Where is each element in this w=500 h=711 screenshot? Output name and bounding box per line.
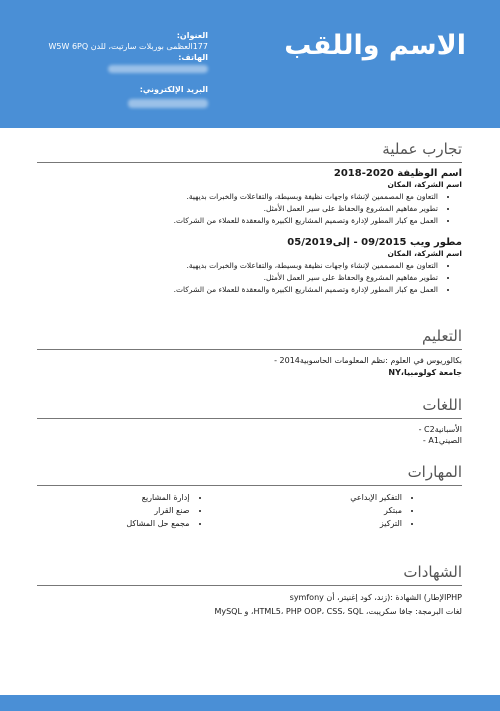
email-redacted [128,99,208,108]
job-title: اسم الوظيفة 2020-2018 [333,168,462,179]
skills-column-left [37,491,250,530]
skill-item: • مجمع حل المشاكل [37,517,190,530]
phone-redacted [38,63,208,74]
education-heading: التعليم [37,327,462,350]
contact-block [38,30,208,108]
footer-banner [0,695,500,711]
skills-section [37,463,462,530]
address-label: العنوان: [176,31,208,40]
skill-item: • التفكير الإبداعي [250,491,403,504]
job-company: اسم الشركة، المكان [387,249,462,258]
language-item: الأسبانيةC2 - [418,425,462,434]
job-bullets [37,191,462,227]
job-bullets [37,260,462,296]
skill-item: • مبتكر [250,504,403,517]
header-banner [0,0,500,128]
address-value: 177العظمى بوربلات سارتيت، للدن W5W 6PQ [48,42,208,51]
skill-item: • إدارة المشاريع [37,491,190,504]
certification-line: لغات البرمجة: جافا سكريبت، HTML5، PHP OOP، CSS، SQL، و MySQL [214,607,462,616]
languages-section [37,396,462,446]
job-entry [37,237,462,296]
certification-line: PHPالإطار) الشهادة :(زند، كود إغنيتر، أن symfony [289,593,462,602]
skills-grid [37,491,462,530]
job-company: اسم الشركة، المكان [387,180,462,189]
job-bullet: • تطوير مفاهيم المشروع والحفاظ على سير العمل الأمثل. [37,203,438,215]
job-bullet: • العمل مع كبار المطور لإدارة وتصميم المشاريع الكبيرة والمعقدة للعملاء من الشركات. [37,215,438,227]
education-degree: بكالوريوس في العلوم :نظم المعلومات الحاسوبية2014 - [274,356,462,365]
email-label: البريد الإلكتروني: [139,85,208,94]
job-title: مطور ويب 09/2015 - إلى05/2019 [287,237,462,248]
job-bullet: • تطوير مفاهيم المشروع والحفاظ على سير العمل الأمثل. [37,272,438,284]
languages-heading: اللغات [37,396,462,419]
phone-label: الهاتف: [178,53,208,62]
job-bullet: • العمل مع كبار المطور لإدارة وتصميم المشاريع الكبيرة والمعقدة للعملاء من الشركات. [37,284,438,296]
certifications-heading: الشهادات [37,563,462,586]
experience-section [37,140,462,296]
skill-item: • التركيز [250,517,403,530]
job-bullet: • التعاون مع المصممين لإنشاء واجهات نظيفة وبسيطة، والتفاعلات والخبرات بديهية. [37,191,438,203]
education-section [37,327,462,379]
full-name: الاسم واللقب [284,30,466,61]
language-item: الصينيA1 - [422,436,462,445]
skills-heading: المهارات [37,463,462,486]
certifications-section [37,563,462,619]
skills-column-right [250,491,463,530]
skill-item: • صنع القرار [37,504,190,517]
job-entry [37,168,462,227]
education-school: جامعة كولومبيا،NY [388,368,462,377]
job-bullet: • التعاون مع المصممين لإنشاء واجهات نظيفة وبسيطة، والتفاعلات والخبرات بديهية. [37,260,438,272]
experience-heading: تجارب عملية [37,140,462,163]
